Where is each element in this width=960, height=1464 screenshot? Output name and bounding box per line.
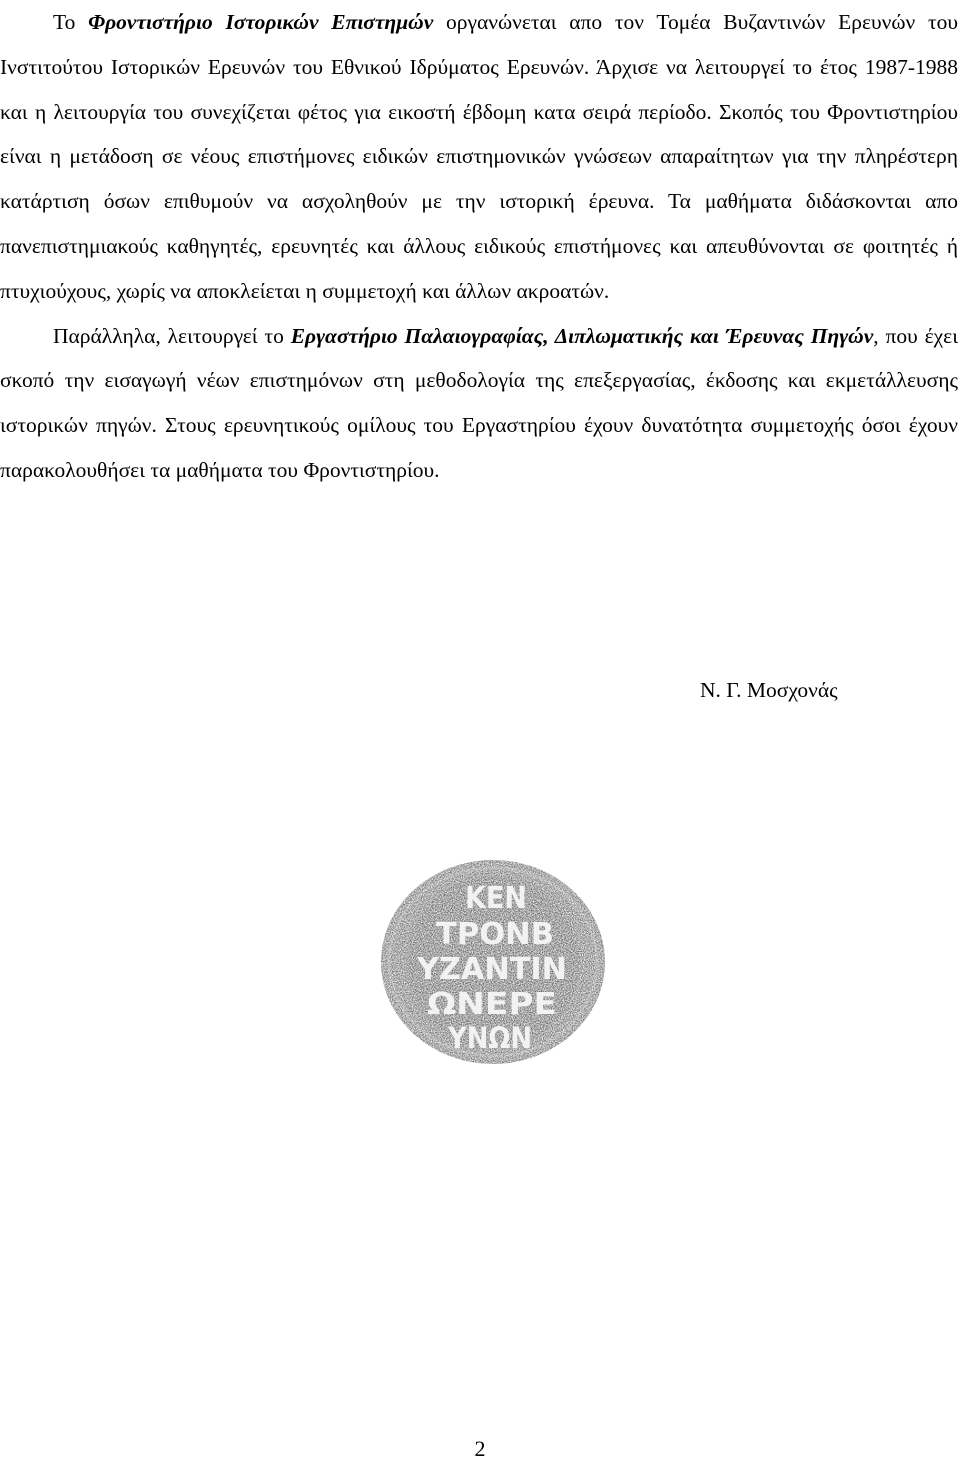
seal-line-2: ΤΡΟΝΒ	[436, 917, 554, 952]
paragraph-2-segment-3: , που έχει σκοπό την εισαγωγή νέων επιστημόνων στη μεθοδολογία της επεξεργασίας, έκδοσης και εκμετάλλευσης ιστορικών πηγών. Στους ερευνητικούς ομίλους του Εργαστηρίου έχουν δυνατότητα συμμετοχής όσοι έχουν παρακολουθήσει τα μαθήματα του Φροντιστηρίου.	[0, 323, 958, 482]
seal-line-4: ΩΝΕΡΕ	[427, 987, 557, 1022]
paragraph-2-title-emphasis: Εργαστήριο Παλαιογραφίας, Διπλωματικής και Έρευνας Πηγών	[290, 323, 874, 348]
paragraph-2-segment-1: Παράλληλα, λειτουργεί το	[53, 323, 291, 348]
signature: Ν. Γ. Μοσχονάς	[700, 678, 838, 702]
body-text	[0, 0, 958, 493]
paragraph-1-title-emphasis: Φροντιστήριο Ιστορικών Επιστημών	[88, 10, 434, 34]
seal-line-5: ΥΝΩΝ	[447, 1021, 532, 1055]
seal-line-1: ΚΕΝ	[465, 881, 527, 916]
seal-stamp	[378, 858, 608, 1066]
paragraph-2	[0, 314, 958, 493]
seal-line-3: ΥΖΑΝΤΙΝ	[415, 952, 567, 987]
paragraph-1	[0, 0, 958, 314]
paragraph-1-segment-3: οργανώνεται απο τον Τομέα Βυζαντινών Ερευνών του Ινστιτούτου Ιστορικών Ερευνών του Εθνικού Ιδρύματος Ερευνών. Άρχισε να λειτουργεί το έτος 1987-1988 και η λειτουργία του συνεχίζεται φέτος για εικοστή έβδομη κατα σειρά περίοδο. Σκοπός του Φροντιστηρίου είναι η μετάδοση σε νέους επιστήμονες ειδικών επιστημονικών γνώσεων απαραίτητων για την πληρέστερη κατάρτιση όσων επιθυμούν να ασχοληθούν με την ιστορική έρευνα. Τα μαθήματα διδάσκονται απο πανεπιστημιακούς καθηγητές, ερευνητές και άλλους ειδικούς επιστήμονες και απευθύνονται σε φοιτητές ή πτυχιούχους, χωρίς να αποκλείεται η συμμετοχή και άλλων ακροατών.	[0, 10, 959, 303]
page-number: 2	[474, 1436, 486, 1461]
paragraph-1-segment-1: Το	[53, 10, 89, 34]
